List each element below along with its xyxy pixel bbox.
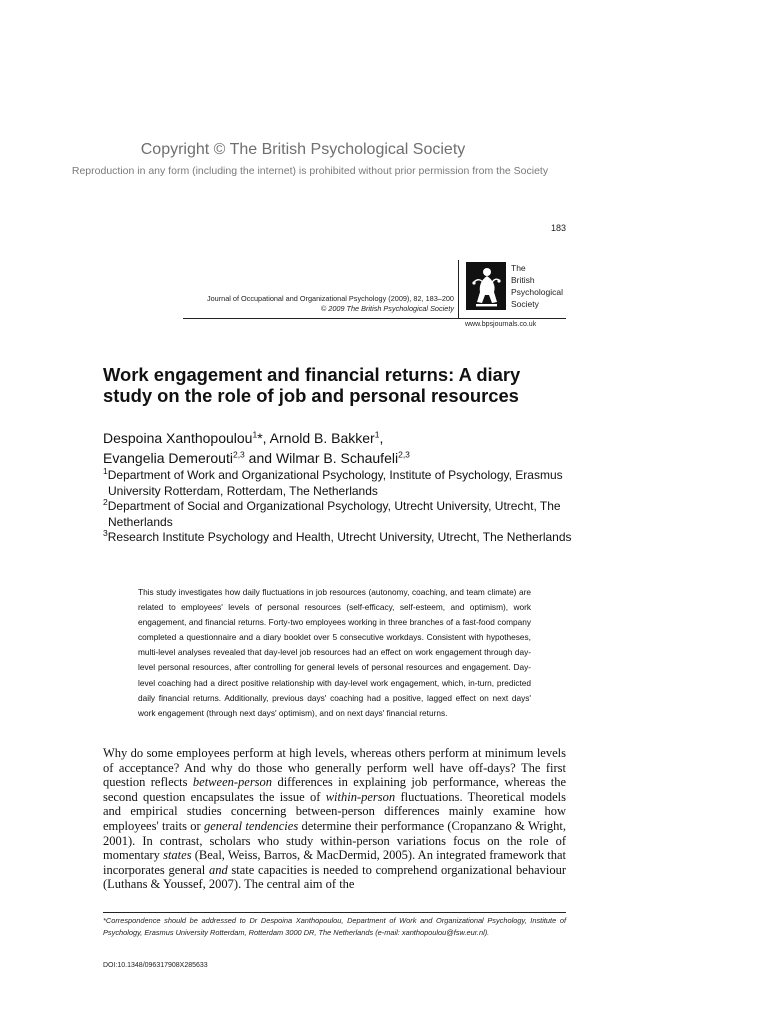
- logo-rule: [458, 318, 566, 319]
- correspondence-mark: *: [257, 430, 263, 446]
- author-list: [103, 428, 573, 468]
- body-segment: state capacities is needed to comprehend organizational behaviour (Luthans & Youssef, 2007). The central aim of the: [103, 862, 566, 892]
- body-text: [103, 746, 566, 892]
- author-affiliation-mark: 1: [374, 429, 380, 440]
- copyright-banner: Copyright © The British Psychological Society: [140, 141, 466, 158]
- doi: DOI:10.1348/096317908X285633: [103, 962, 208, 969]
- affiliation-text: Department of Social and Organizational Psychology, Utrecht University, Utrecht, The Netherlands: [107, 499, 561, 529]
- affiliation-text: Research Institute Psychology and Health, Utrecht University, Utrecht, The Netherlands: [107, 530, 572, 544]
- author-name: Despoina Xanthopoulou: [103, 430, 253, 446]
- abstract: This study investigates how daily fluctuations in job resources (autonomy, coaching, and team climate) are related to employees' levels of personal resources (self-efficacy, self-esteem, and optimism), work engagement, and financial returns. Forty-two employees working in three branches of a fast-food company completed a questionnaire and a diary booklet over 5 consecutive workdays. Consistent with hypotheses, multi-level analyses revealed that day-level job resources had an effect on work engagement through day-level personal resources, after controlling for general levels of personal resources and engagement. Day-level coaching had a direct positive relationship with day-level work engagement, which, in-turn, predicted daily financial returns. Additionally, previous days' coaching had a positive, lagged effect on next days' work engagement (through next days' optimism), and on next days' financial returns.: [138, 587, 531, 718]
- journal-citation: Journal of Occupational and Organizational Psychology (2009), 82, 183–200: [206, 294, 454, 303]
- body-segment: determine their performance (Cropanzano & Wright, 2001). In contrast, scholars who study within-person variations focus on the role of momentary: [103, 818, 566, 863]
- affiliation-number: 1: [103, 466, 108, 476]
- affiliation-item: [103, 499, 573, 530]
- correspondence-footnote: *Correspondence should be addressed to Dr Despoina Xanthopoulou, Department of Work and Organizational Psychology, Institute of Psychology, Erasmus University Rotterdam, Rotterdam 3000 DR, The Netherlands (e-mail: xanthopoulou@fsw.eur.nl).: [103, 916, 566, 937]
- affiliation-item: [103, 530, 573, 546]
- society-name-line: British: [511, 275, 535, 285]
- body-segment-italic: states: [163, 848, 192, 863]
- body-segment: fluctuations. Theoretical models and empirical studies concerning between-person differences mainly examine how employees' traits or: [103, 789, 566, 833]
- affiliation-number: 2: [103, 497, 108, 507]
- bps-logo-icon: [466, 262, 506, 310]
- affiliation-text: Department of Work and Organizational Psychology, Institute of Psychology, Erasmus University Rotterdam, Rotterdam, The Netherlands: [107, 468, 563, 498]
- page-number: 183: [550, 223, 566, 233]
- affiliation-number: 3: [103, 528, 108, 538]
- body-segment-italic: within-person: [325, 789, 396, 804]
- society-name: [511, 262, 563, 310]
- journal-website-link[interactable]: www.bpsjournals.co.uk: [465, 321, 537, 328]
- body-segment-italic: general tendencies: [203, 818, 299, 833]
- logo-divider: [458, 260, 459, 318]
- affiliation-item: [103, 468, 573, 499]
- body-segment-italic: between-person: [192, 775, 273, 790]
- body-segment: (Beal, Weiss, Barros, & MacDermid, 2005). An integrated framework that incorporates general: [103, 848, 566, 877]
- author-separator: and: [244, 450, 276, 466]
- article-title: Work engagement and financial returns: A diary study on the role of job and personal resources: [103, 364, 521, 406]
- author-affiliation-mark: 2,3: [232, 449, 245, 460]
- body-segment: differences in explaining job performance, whereas the second question encapsulates the issue of: [103, 775, 566, 804]
- affiliation-list: [103, 468, 573, 546]
- society-name-line: Society: [511, 299, 539, 309]
- author-separator: ,: [262, 430, 270, 446]
- body-segment-italic: and: [208, 862, 228, 877]
- journal-copyright: © 2009 The British Psychological Society: [320, 304, 454, 313]
- society-name-line: Psychological: [511, 287, 563, 297]
- body-segment: Why do some employees perform at high levels, whereas others perform at minimum levels of acceptance? And why do those who generally perform well have off-days? The first question reflects: [103, 746, 566, 790]
- author-name: Wilmar B. Schaufeli: [275, 450, 399, 466]
- header-rule: [183, 318, 458, 319]
- footnote-rule: [103, 912, 566, 913]
- author-affiliation-mark: 1: [252, 429, 258, 440]
- society-name-line: The: [511, 263, 526, 273]
- author-name: Evangelia Demerouti: [103, 450, 233, 466]
- reproduction-notice: Reproduction in any form (including the internet) is prohibited without prior permission from the Society: [71, 165, 549, 177]
- author-separator: ,: [379, 430, 384, 446]
- author-name: Arnold B. Bakker: [269, 430, 375, 446]
- author-affiliation-mark: 2,3: [398, 449, 410, 460]
